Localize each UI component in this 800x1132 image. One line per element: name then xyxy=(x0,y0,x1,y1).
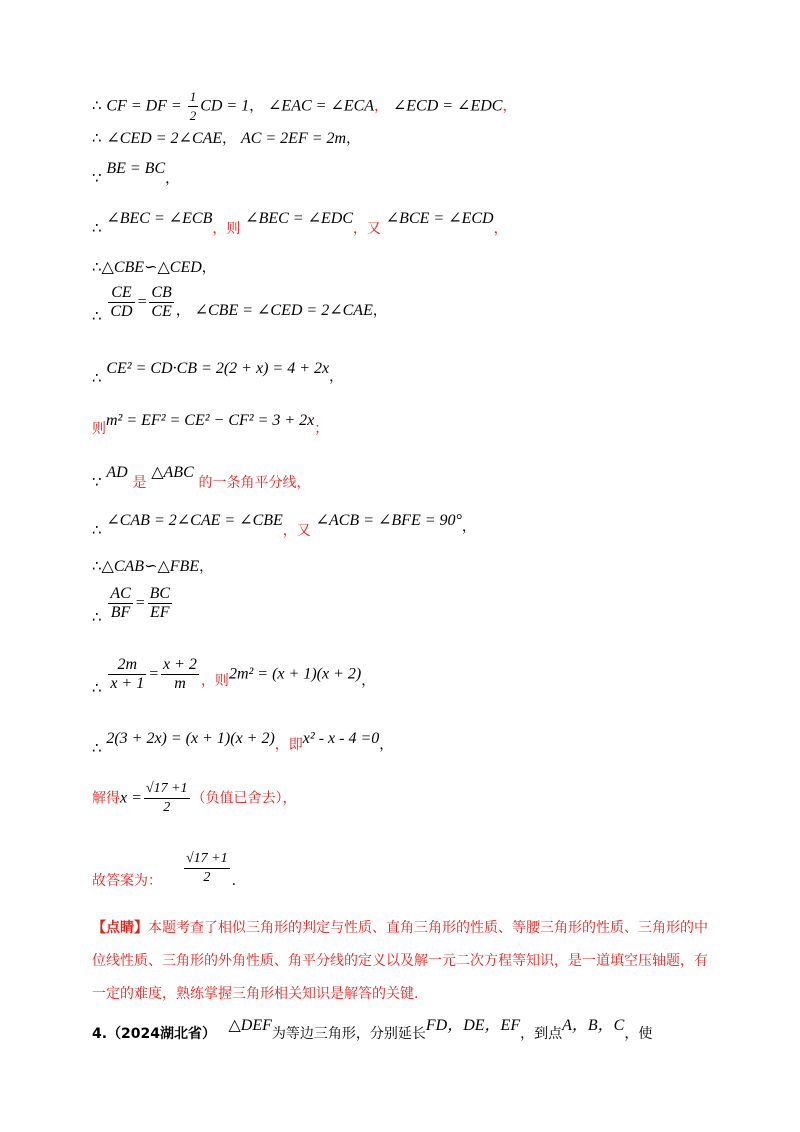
solution-line-16 xyxy=(92,850,236,887)
solution-line-5 xyxy=(92,257,216,278)
math-expr: ∠BEC = ∠ECB xyxy=(106,210,213,227)
solution-line-7 xyxy=(92,358,344,387)
solution-line-14 xyxy=(92,728,394,757)
fraction-denominator: 2 xyxy=(163,800,171,815)
math-expr: ∠BCE = ∠ECD xyxy=(385,210,494,227)
equals: = xyxy=(134,594,146,612)
because-symbol: ∵ xyxy=(92,169,102,187)
math-expr: BE = BC xyxy=(106,160,166,177)
therefore-symbol: ∴ xyxy=(92,678,102,697)
therefore-symbol: ∴ xyxy=(92,739,102,757)
math-expr: AD xyxy=(106,464,128,481)
fraction-denominator: CE xyxy=(151,303,172,320)
fraction-numerator: AC xyxy=(110,585,131,602)
because-symbol: ∵ xyxy=(92,473,102,491)
math-expr: 2m² = (x + 1)(x + 2) xyxy=(228,665,362,683)
fraction xyxy=(149,284,173,321)
punct: ， xyxy=(175,302,190,319)
text-also: ，又 xyxy=(352,221,381,237)
question-text: ，使 xyxy=(624,1026,653,1042)
text-then: 则 xyxy=(92,421,106,437)
punct: ， xyxy=(329,369,344,385)
question-number: 4. xyxy=(92,1026,108,1042)
therefore-symbol: ∴ xyxy=(92,521,102,539)
fraction-numerator: √17 +1 xyxy=(184,850,230,869)
punct: ， xyxy=(493,221,508,237)
punct: ， xyxy=(379,737,394,753)
comment-tag: 【点睛】 xyxy=(92,920,148,936)
text-also: ，又 xyxy=(282,523,311,539)
math-expr: △CAB∽△FBE xyxy=(101,558,200,575)
question-text: 为等边三角形，分别延长 xyxy=(271,1026,426,1042)
fraction-numerator: x + 2 xyxy=(163,656,197,673)
therefore-symbol: ∴ xyxy=(92,96,102,115)
comment-paragraph xyxy=(92,912,712,1011)
fraction xyxy=(108,284,134,321)
math-expr: 2(3 + 2x) = (x + 1)(x + 2) xyxy=(106,730,275,747)
punct: ， xyxy=(201,260,216,276)
fraction-denominator: 2 xyxy=(203,870,211,885)
math-expr: ∠CED = 2∠CAE xyxy=(106,130,223,147)
text-is: 是 xyxy=(132,475,147,491)
math-expr: ∠CAB = 2∠CAE = ∠CBE xyxy=(106,512,283,529)
text-solve: 解得 xyxy=(92,790,120,807)
fraction xyxy=(161,656,199,693)
fraction xyxy=(108,656,146,693)
fraction-numerator: CB xyxy=(151,284,172,301)
fraction xyxy=(148,585,172,622)
text-answer: 故答案为： xyxy=(92,872,162,889)
math-expr: m² = EF² = CE² − CF² = 3 + 2x xyxy=(106,412,315,429)
fraction xyxy=(184,850,230,887)
fraction-denominator: x + 1 xyxy=(110,675,145,692)
solution-line-10 xyxy=(92,510,476,539)
punct: ， xyxy=(374,98,389,115)
math-expr: ∠EAC = ∠ECA xyxy=(268,97,375,115)
fraction-numerator: CE xyxy=(108,284,134,303)
math-expr: △DEF xyxy=(228,1017,272,1034)
equals: = xyxy=(148,665,160,683)
math-expr: CD = 1 xyxy=(200,97,250,115)
fraction-numerator: √17 +1 xyxy=(144,780,190,799)
text-negative-discarded: （负值已舍去）， xyxy=(191,790,297,807)
therefore-symbol: ∴ xyxy=(92,369,102,387)
therefore-symbol: ∴ xyxy=(92,258,102,276)
comment-text: 本题考查了相似三角形的判定与性质、直角三角形的性质、等腰三角形的性质、三角形的中位线性质、三角形的外角性质、角平分线的定义以及解一元二次方程等知识，是一道填空压轴题，有一定的难度，熟练掌握三角形相关知识是解答的关键. xyxy=(92,920,708,1002)
punct: ； xyxy=(314,421,329,437)
solution-line-15 xyxy=(92,780,297,817)
punct: ， xyxy=(461,519,476,535)
solution-line-11 xyxy=(92,556,213,577)
fraction xyxy=(144,780,190,817)
fraction xyxy=(108,585,132,622)
fraction-numerator: 2m xyxy=(108,656,146,675)
fraction-denominator: EF xyxy=(150,604,170,621)
solution-line-8 xyxy=(92,410,329,437)
therefore-symbol: ∴ xyxy=(92,129,102,147)
math-expr: ∠ECD = ∠EDC xyxy=(392,97,503,115)
fraction-denominator: BF xyxy=(110,604,131,621)
solution-line-3 xyxy=(92,158,180,187)
solution-line-2 xyxy=(92,128,360,149)
solution-line-1 xyxy=(92,88,516,125)
fraction-numerator: BC xyxy=(149,585,171,602)
fraction-numerator: 1 xyxy=(188,88,199,107)
solution-line-13 xyxy=(92,656,376,697)
punct: ， xyxy=(361,672,376,689)
solution-line-12 xyxy=(92,585,174,626)
math-expr: △ABC xyxy=(151,464,194,481)
solution-line-6 xyxy=(92,284,387,325)
therefore-symbol: ∴ xyxy=(92,557,102,575)
text-then: ，则 xyxy=(212,221,241,237)
text-angle-bisector: 的一条角平分线， xyxy=(198,475,311,491)
fraction-denominator: CD xyxy=(110,303,133,320)
math-expr: CE² = CD·CB = 2(2 + x) = 4 + 2x xyxy=(106,360,330,377)
fraction xyxy=(188,88,199,125)
math-expr: x² - x - 4 =0 xyxy=(302,730,380,747)
text-namely: ，即 xyxy=(274,737,303,753)
math-expr: ∠CBE = ∠CED = 2∠CAE xyxy=(194,301,373,319)
math-expr: FD，DE，EF xyxy=(425,1017,521,1034)
math-expr: △CBE∽△CED xyxy=(101,259,202,276)
math-expr: AC = 2EF = 2m xyxy=(240,130,347,147)
punct: ， xyxy=(222,131,237,147)
math-expr: A，B，C xyxy=(562,1017,625,1034)
math-expr: ∠ACB = ∠BFE = 90° xyxy=(315,512,462,529)
question-text: ，到点 xyxy=(520,1026,563,1042)
fraction-denominator: m xyxy=(174,675,186,692)
solution-line-4 xyxy=(92,208,508,237)
punct: ， xyxy=(372,302,387,319)
punct: ， xyxy=(165,171,180,187)
fraction-denominator: 2 xyxy=(189,108,197,123)
question-4-line xyxy=(92,1016,653,1042)
math-expr: CF = DF = xyxy=(106,97,186,115)
punct: ， xyxy=(346,131,361,147)
therefore-symbol: ∴ xyxy=(92,607,102,626)
punct: . xyxy=(231,872,237,889)
punct: ， xyxy=(249,98,264,115)
punct: ， xyxy=(502,98,517,115)
question-source: （2024湖北省） xyxy=(107,1026,217,1042)
equals: = xyxy=(136,293,148,311)
math-expr: x = xyxy=(120,789,142,807)
therefore-symbol: ∴ xyxy=(92,219,102,237)
punct: ， xyxy=(199,559,214,575)
solution-line-9 xyxy=(92,462,311,491)
text-then: ，则 xyxy=(200,672,229,689)
math-expr: ∠BEC = ∠EDC xyxy=(245,210,353,227)
therefore-symbol: ∴ xyxy=(92,306,102,325)
